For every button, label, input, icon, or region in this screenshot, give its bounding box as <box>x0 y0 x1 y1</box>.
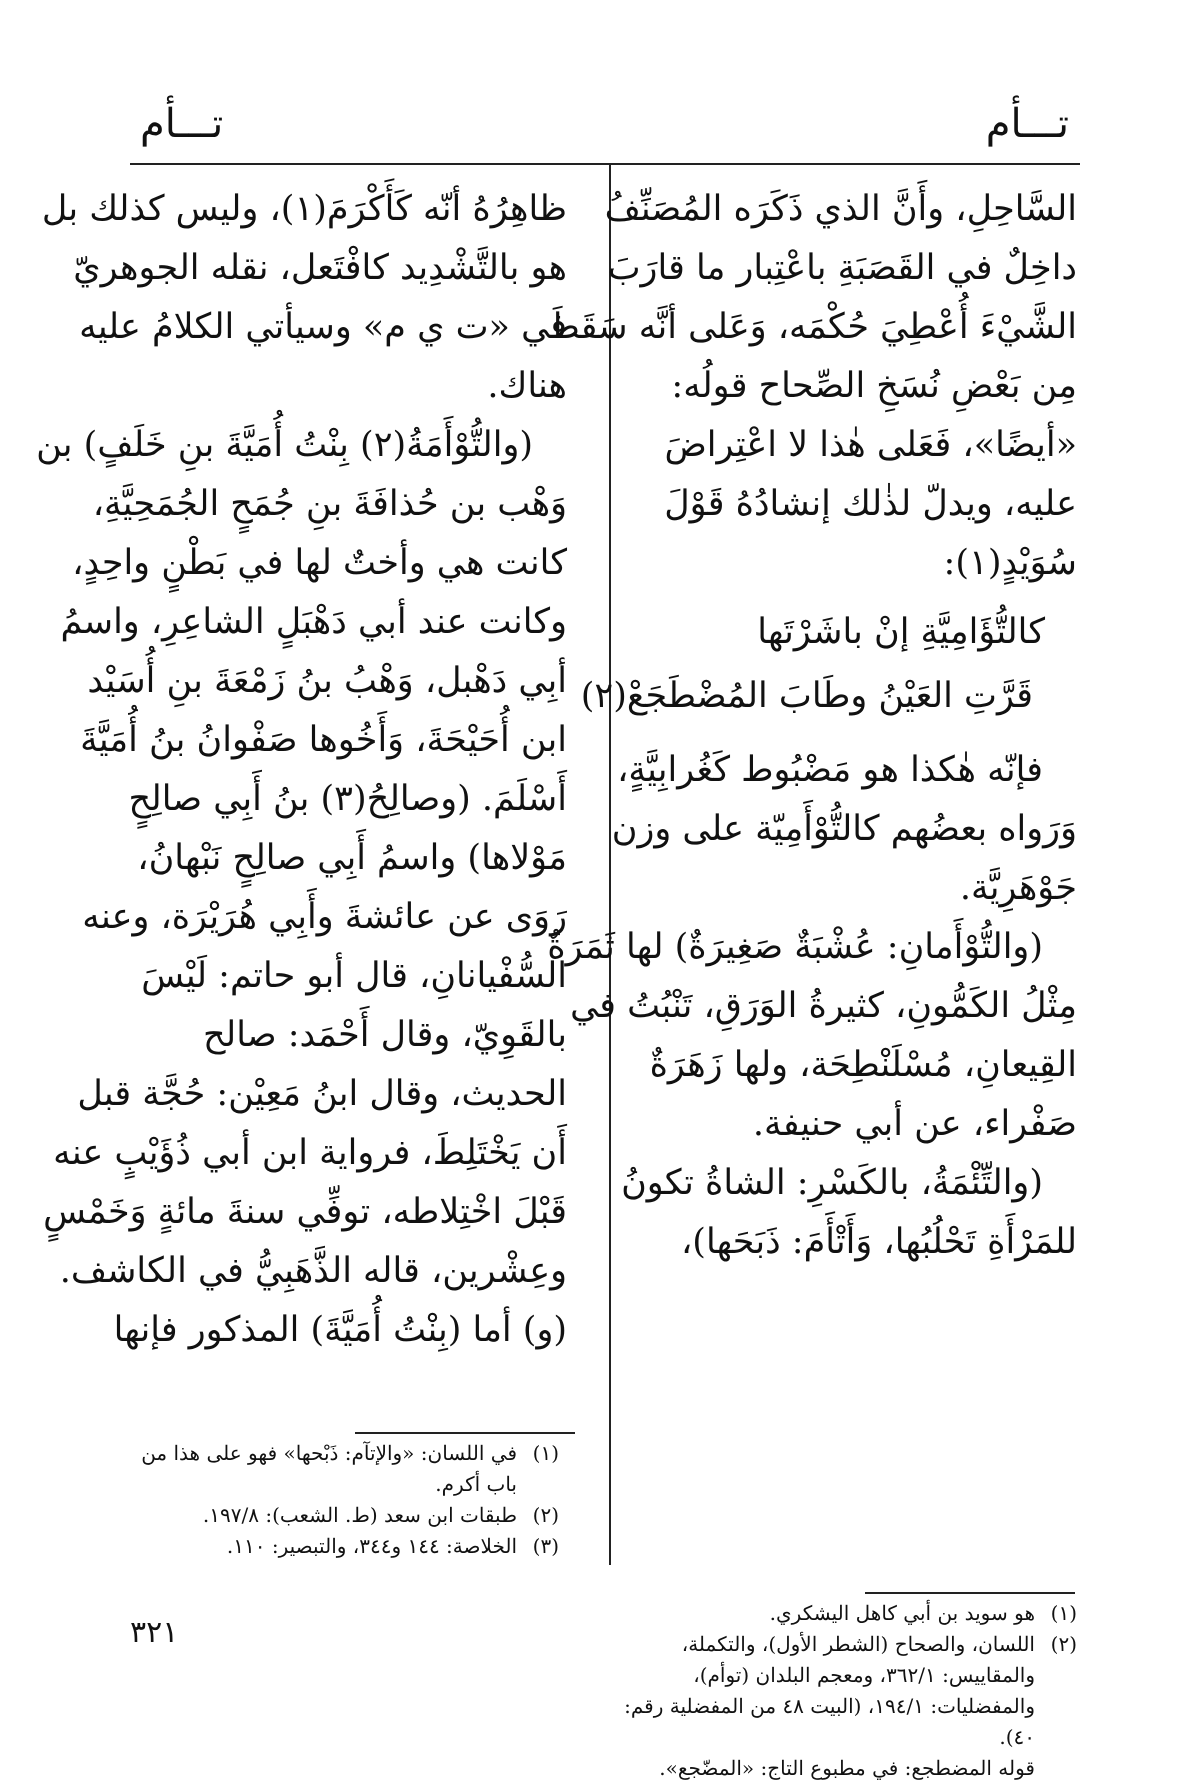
footnote-rule-right <box>865 1592 1075 1594</box>
text-line: صَفْراء، عن أبي حنيفة. <box>752 1104 1077 1144</box>
text-line: (والتُّوْأَمانِ: عُشْبَةٌ صَغِيرَةٌ) لها ثَمَرَةٌ <box>547 927 1043 967</box>
footnote-number: (٢) <box>532 1503 559 1527</box>
footnote <box>622 1629 1077 1753</box>
text-line: وَرَواه بعضُهم كالتُّوْأَمِيّة على وزن <box>611 809 1077 849</box>
text-line: جَوْهَرِيَّة. <box>959 868 1077 908</box>
footnotes-right <box>622 1598 1077 1784</box>
text-line: سُوَيْدٍ(١): <box>943 543 1077 583</box>
text-line: هو بالتَّشْدِيد كافْتَعل، نقله الجوهريّ <box>73 248 567 288</box>
right-column <box>547 180 1077 1272</box>
text-line: رَوَى عن عائشةَ وأَبِي هُرَيْرَة، وعنه <box>82 897 567 937</box>
page-number: ٣٢١ <box>130 1615 179 1650</box>
text-line: أَسْلَمَ. (وصالِحُ(٣) بنُ أَبِي صالِحٍ <box>128 779 567 819</box>
text-line: (و) أما (بِنْتُ أُمَيَّةَ) المذكور فإنها <box>113 1310 567 1350</box>
text-line: هناك. <box>487 366 567 406</box>
footnote-number <box>1035 1753 1077 1784</box>
spacer <box>622 593 1077 603</box>
text-line: فإنّه هٰكذا هو مَضْبُوط كَغُرابِيَّةٍ، <box>617 750 1043 790</box>
text-line: للمَرْأَةِ تَحْلُبُها، وَأَتْأَمَ: ذَبَحَها)، <box>681 1222 1077 1262</box>
text-line: (والتِّئْمَةُ، بالكَسْرِ: الشاةُ تكونُ <box>621 1163 1043 1203</box>
text-line: قَبْلَ اخْتِلاطه، توفِّي سنةَ مائةٍ وَخَمْسٍ <box>43 1192 567 1232</box>
text-line: القِيعانِ، مُسْلَنْطِحَة، ولها زَهَرَةٌ <box>649 1045 1077 1085</box>
text-line: وكانت عند أبي دَهْبَلٍ الشاعِرِ، واسمُ <box>60 602 567 642</box>
text-line: داخِلٌ في القَصَبَةِ باعْتِبار ما قارَبَ <box>607 248 1077 288</box>
text-line: وَهْب بن حُذافَةَ بنِ جُمَحٍ الجُمَحِيَّةِ، <box>92 484 567 524</box>
text-line: ظاهِرُهُ أنّه كَأَكْرَمَ(١)، وليس كذلك بل <box>41 189 567 229</box>
running-header-left: تـــأم <box>140 101 224 147</box>
footnote-number: (١) <box>532 1441 559 1465</box>
text-line: السَّاحِلِ، وأَنَّ الذي ذَكَرَه المُصَنِّفُ <box>604 189 1077 229</box>
text-line: الشَّيْءَ أُعْطِيَ حُكْمَه، وَعَلى أنَّه سَقَطَ <box>547 307 1077 347</box>
footnote <box>129 1500 559 1531</box>
footnote-number: (١) <box>1050 1601 1077 1625</box>
footnote-number: (٣) <box>532 1534 559 1558</box>
text-line: مِثْلُ الكَمُّونِ، كثيرةُ الوَرَقِ، تَنْبُتُ في <box>570 986 1077 1026</box>
text-line: كانت هي وأختٌ لها في بَطْنٍ واحِدٍ، <box>72 543 567 583</box>
text-line: الحديث، وقال ابنُ مَعِيْن: حُجَّة قبل <box>77 1074 567 1114</box>
footnote-text: قوله المضطجع: في مطبوع التاج: «المضّجع». <box>659 1756 1035 1780</box>
spacer <box>622 731 1077 741</box>
text-line: مَوْلاها) واسمُ أَبِي صالِحٍ نَبْهانُ، <box>137 838 567 878</box>
header-rule <box>130 163 1080 165</box>
verse-hemistich-1: كالتُّؤَامِيَّةِ إنْ باشَرْتَها <box>757 612 1045 652</box>
footnote-text: طبقات ابن سعد (ط. الشعب): ١٩٧/٨. <box>202 1503 517 1527</box>
text-line: بالقَوِيّ، وقال أَحْمَد: صالح <box>202 1015 567 1055</box>
text-line: أَن يَخْتَلِطَ، فرواية ابن أبي ذُؤَيْبٍ عنه <box>53 1133 567 1173</box>
footnote <box>129 1531 559 1562</box>
text-line: مِن بَعْضِ نُسَخِ الصِّحاح قولُه: <box>671 366 1077 406</box>
footnote-text: في اللسان: «والإتآم: ذَبْحها» فهو على هذا من باب أكرم. <box>141 1441 517 1496</box>
column-divider <box>609 165 611 1565</box>
verse-hemistich-2: قَرَّتِ العَيْنُ وطَابَ المُضْطَجَعْ(٢) <box>580 676 1033 716</box>
footnote-rule-left <box>355 1432 575 1434</box>
footnotes-left <box>129 1438 559 1562</box>
text-line: ابن أُحَيْحَةَ، وَأَخُوها صَفْوانُ بنُ أُمَيَّةَ <box>80 720 567 760</box>
running-header-right: تـــأم <box>985 101 1069 147</box>
text-line: وعِشْرين، قاله الذَّهَبِيُّ في الكاشف. <box>59 1251 567 1291</box>
footnote <box>622 1753 1077 1784</box>
text-line: عليه، ويدلّ لذٰلك إنشادُهُ قَوْلَ <box>664 484 1077 524</box>
footnote-text: هو سويد بن أبي كاهل اليشكري. <box>769 1601 1035 1625</box>
text-line: في «ت ي م» وسيأتي الكلامُ عليه <box>79 307 567 347</box>
text-line: السُّفْيانانِ، قال أبو حاتم: لَيْسَ <box>141 956 567 996</box>
footnote-number: (٢) <box>1050 1632 1077 1656</box>
left-column <box>36 180 567 1360</box>
text-line: (والتُّوْأَمَةُ(٢) بِنْتُ أُمَيَّةَ بنِ خَلَفٍ) بن <box>36 425 533 465</box>
footnote <box>622 1598 1077 1629</box>
footnote-text: الخلاصة: ١٤٤ و٣٤٤، والتبصير: ١١٠. <box>226 1534 517 1558</box>
text-line: أبِي دَهْبل، وَهْبُ بنُ زَمْعَةَ بنِ أُسَيْد <box>87 661 567 701</box>
text-line: «أيضًا»، فَعَلى هٰذا لا اعْتِراضَ <box>664 425 1077 465</box>
footnote-text: اللسان، والصحاح (الشطر الأول)، والتكملة، والمقاييس: ٣٦٢/١، ومعجم البلدان (توأم)، والمفضليات: ١٩٤/١، (البيت ٤٨ من المفضلية رقم: ٤٠). <box>624 1632 1035 1749</box>
footnote <box>129 1438 559 1500</box>
